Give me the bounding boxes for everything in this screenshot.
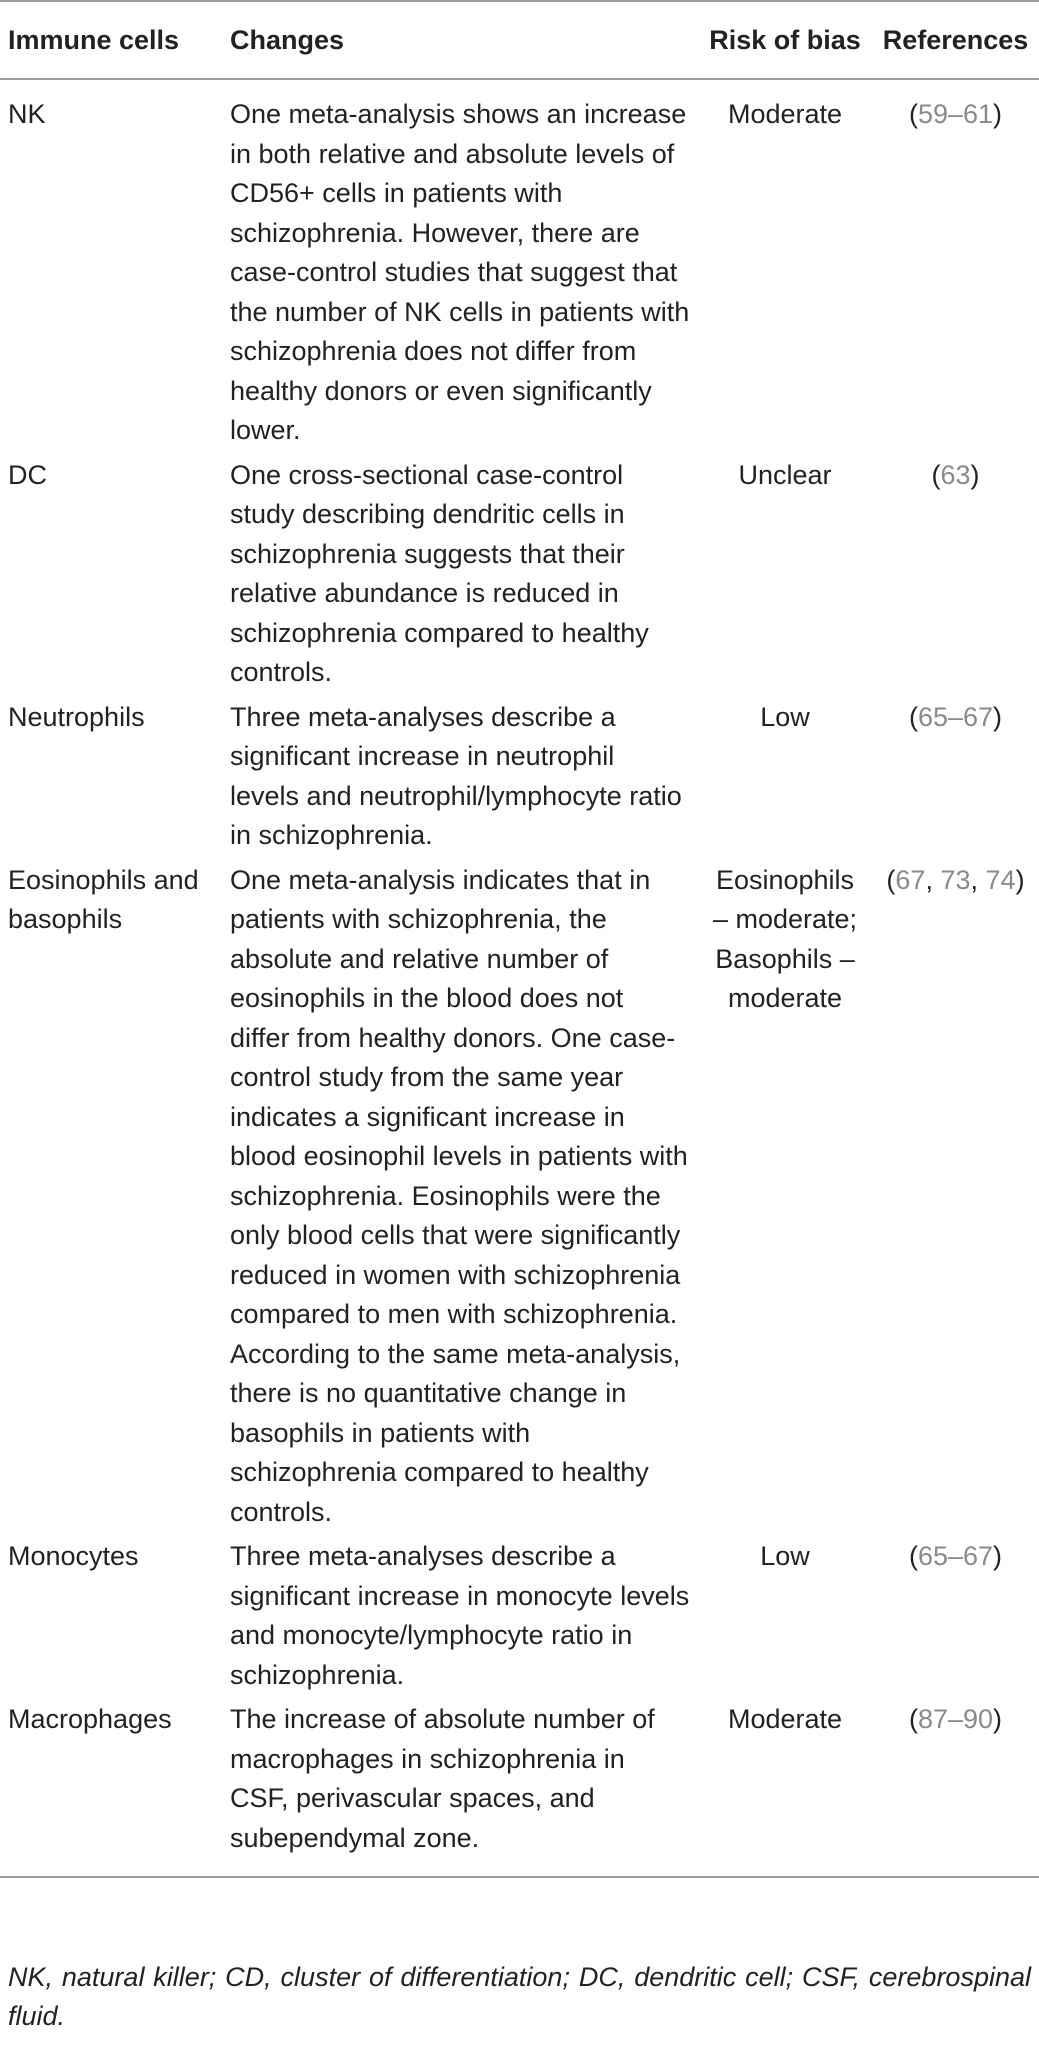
cell-immune-cell: Neutrophils [8, 701, 145, 732]
cell-risk-of-bias: Eosinophils – moderate; Basophils – moderate [712, 864, 858, 1013]
cell-references: (59–61) [908, 99, 1003, 129]
cell-immune-cell: Eosinophils and basophils [8, 864, 199, 934]
table-row [0, 1537, 1039, 1700]
cell-changes: One cross-sectional case-control study describing dendritic cells in schizophrenia suggests that their relative abundance is reduced in schizophrenia compared to healthy controls. [230, 459, 649, 687]
table-row [0, 1700, 1039, 1877]
cell-changes: Three meta-analyses describe a significant increase in monocyte levels and monocyte/lymphocyte ratio in schizophrenia. [230, 1541, 690, 1690]
cell-immune-cell: Monocytes [8, 1541, 139, 1571]
reference-link[interactable]: 73 [940, 864, 971, 895]
reference-link[interactable]: 59–61 [917, 99, 994, 129]
header-references: References [882, 25, 1029, 55]
cell-risk-of-bias: Moderate [727, 99, 843, 129]
cell-changes: One meta-analysis shows an increase in both relative and absolute levels of CD56+ cells in patients with schizophrenia. However, there are case-control studies that suggest that the number of NK cells in patients with schizophrenia does not differ from healthy donors or even significantly lower. [230, 99, 690, 445]
cell-immune-cell: DC [8, 459, 47, 490]
cell-risk-of-bias: Low [760, 1541, 810, 1571]
table-row [0, 79, 1039, 456]
cell-changes: Three meta-analyses describe a significant increase in neutrophil levels and neutrophil/lymphocyte ratio in schizophrenia. [230, 701, 682, 850]
cell-risk-of-bias: Moderate [727, 1704, 843, 1734]
reference-link[interactable]: 67 [895, 864, 926, 895]
header-risk-of-bias: Risk of bias [709, 25, 861, 55]
reference-link[interactable]: 63 [940, 459, 971, 490]
cell-references: (63) [931, 459, 980, 490]
reference-link[interactable]: 65–67 [917, 1541, 994, 1571]
cell-changes: One meta-analysis indicates that in patients with schizophrenia, the absolute and relative number of eosinophils in the blood does not differ from healthy donors. One case-control study from the same year indicates a significant increase in blood eosinophil levels in patients with schizophrenia. Eosinophils were the only blood cells that were significantly reduced in women with schizophrenia compared to men with schizophrenia. According to the same meta-analysis, there is no quantitative change in basophils in patients with schizophrenia compared to healthy controls. [230, 864, 688, 1527]
reference-link[interactable]: 87–90 [917, 1704, 994, 1734]
cell-references: (65–67) [908, 701, 1003, 732]
cell-references: (65–67) [908, 1541, 1003, 1571]
table-body [0, 79, 1039, 1877]
reference-link[interactable]: 74 [985, 864, 1016, 895]
cell-immune-cell: Macrophages [8, 1704, 172, 1734]
cell-changes: The increase of absolute number of macrophages in schizophrenia in CSF, perivascular spaces, and subependymal zone. [230, 1704, 655, 1853]
reference-link[interactable]: 65–67 [917, 701, 994, 732]
cell-references: (87–90) [908, 1704, 1003, 1734]
cell-risk-of-bias: Unclear [738, 459, 832, 490]
table-row [0, 861, 1039, 1538]
header-row [0, 1, 1039, 79]
header-changes: Changes [230, 25, 345, 55]
cell-references: (67, 73, 74) [886, 864, 1025, 895]
table-footnote: NK, natural killer; CD, cluster of differentiation; DC, dendritic cell; CSF, cerebrospinal fluid. [8, 1962, 1031, 2031]
cell-risk-of-bias: Low [760, 701, 810, 732]
cell-immune-cell: NK [8, 99, 46, 129]
table-row [0, 456, 1039, 698]
table-header [0, 1, 1039, 79]
header-immune-cells: Immune cells [8, 25, 180, 55]
table-row [0, 698, 1039, 861]
